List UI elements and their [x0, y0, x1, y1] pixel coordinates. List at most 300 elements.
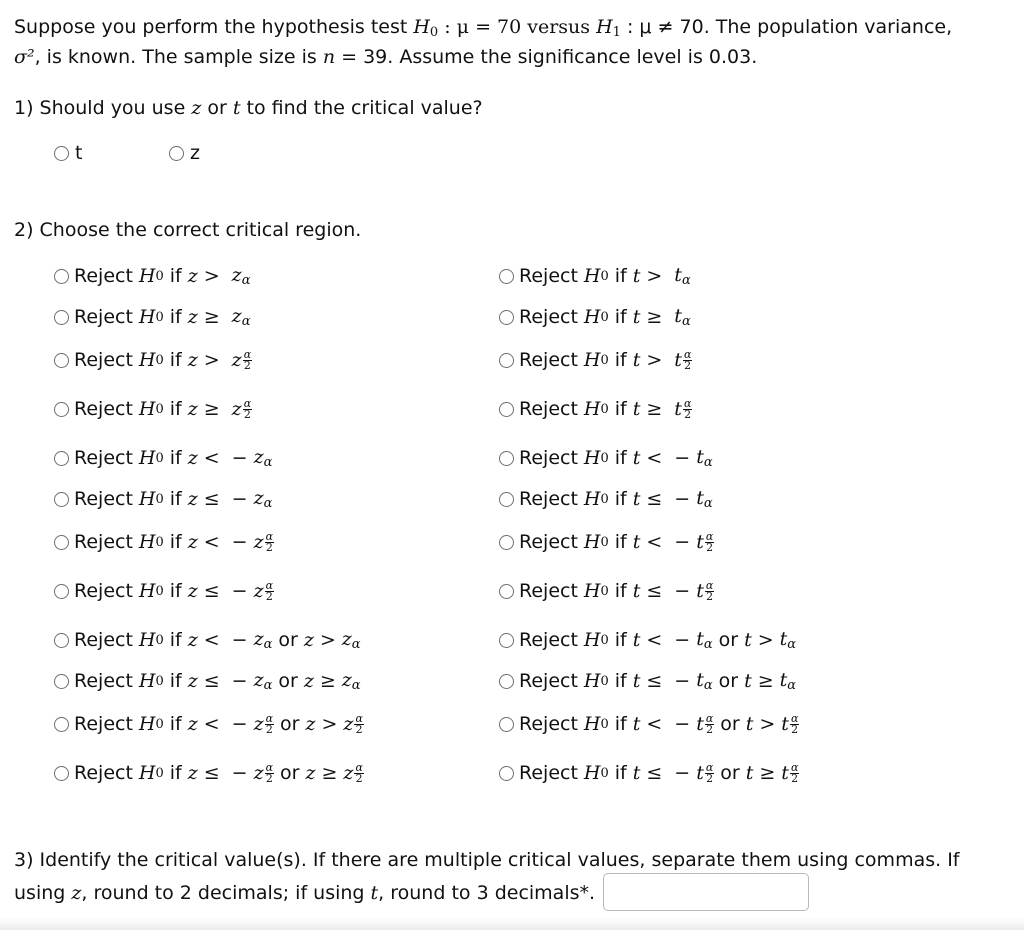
- critical-region-option-z-10[interactable]: [54, 664, 361, 698]
- radio-button[interactable]: [499, 674, 514, 689]
- alpha-half-subscript: [683, 350, 692, 371]
- reject-word: Reject: [519, 713, 578, 735]
- q1-text-b: or: [201, 97, 233, 119]
- alpha-subscript: α: [787, 637, 797, 652]
- frac-denominator: 2: [265, 590, 273, 603]
- or-word: or: [720, 762, 740, 784]
- option-text: [74, 305, 250, 329]
- reject-word: Reject: [519, 762, 578, 784]
- alpha-subscript: α: [681, 314, 691, 329]
- frac-denominator: 2: [265, 541, 273, 554]
- radio-button[interactable]: [499, 633, 514, 648]
- reject-word: Reject: [74, 398, 133, 420]
- h-subscript: 0: [600, 673, 609, 689]
- frac-numerator: α: [790, 712, 799, 725]
- minus-sign: −: [231, 713, 248, 735]
- test-variable: z: [187, 713, 198, 735]
- h-symbol: H: [583, 447, 601, 469]
- reject-word: Reject: [74, 580, 133, 602]
- critical-symbol: [696, 713, 714, 735]
- frac-denominator: 2: [684, 359, 692, 372]
- radio-button[interactable]: [54, 674, 69, 689]
- q1-text-a: 1) Should you use: [14, 97, 192, 119]
- frac-denominator: 2: [243, 359, 251, 372]
- critical-symbol: [254, 580, 274, 602]
- critical-region-option-z-3[interactable]: [54, 343, 252, 377]
- comparison-operator: ≤: [646, 670, 663, 692]
- frac-denominator: 2: [684, 408, 692, 421]
- critical-symbol: [232, 264, 251, 288]
- frac-denominator: 2: [265, 723, 273, 736]
- frac-denominator: 2: [791, 772, 799, 785]
- q1-t-symbol: t: [232, 97, 241, 119]
- critical-region-option-z-4[interactable]: [54, 392, 252, 426]
- critical-symbol: [674, 398, 692, 420]
- critical-region-option-z-11[interactable]: [54, 707, 364, 741]
- test-variable: t: [632, 629, 641, 651]
- variable-symbol: z: [341, 669, 352, 691]
- frac-numerator: α: [265, 761, 274, 774]
- reject-word: Reject: [74, 713, 133, 735]
- option-text: [519, 446, 713, 470]
- frac-numerator: α: [265, 712, 274, 725]
- radio-button[interactable]: [54, 353, 69, 368]
- test-variable: t: [632, 762, 641, 784]
- h-symbol: H: [138, 306, 156, 328]
- variable-symbol: t: [674, 349, 682, 371]
- if-word: if: [614, 398, 627, 420]
- if-word: if: [614, 670, 627, 692]
- frac-numerator: α: [790, 761, 799, 774]
- if-word: if: [614, 349, 627, 371]
- or-word: or: [718, 670, 739, 692]
- variable-symbol: z: [253, 669, 264, 691]
- h-subscript: 0: [155, 491, 164, 507]
- q1-option-z[interactable]: [169, 138, 200, 168]
- comparison-operator: >: [759, 713, 776, 735]
- variable-symbol: t: [696, 669, 704, 691]
- frac-numerator: α: [243, 348, 252, 361]
- radio-button[interactable]: [54, 269, 69, 284]
- alpha-subscript: α: [241, 314, 251, 329]
- alpha-half-subscript: [705, 714, 714, 735]
- critical-symbol: [254, 762, 274, 784]
- alpha-subscript: α: [703, 637, 713, 652]
- page-bottom-edge: [0, 918, 1024, 930]
- intro-text: Suppose you perform the hypothesis test: [14, 16, 414, 38]
- reject-word: Reject: [74, 670, 133, 692]
- frac-numerator: α: [683, 348, 692, 361]
- option-text: [74, 762, 364, 784]
- option-text: [519, 305, 691, 329]
- reject-word: Reject: [74, 629, 133, 651]
- option-text: [74, 669, 361, 693]
- or-word: or: [280, 713, 300, 735]
- variable-symbol: t: [674, 305, 682, 327]
- minus-sign: −: [674, 762, 691, 784]
- critical-symbol: [254, 487, 273, 511]
- question-3-prompt-line-2: [14, 878, 595, 908]
- h-subscript: 0: [155, 450, 164, 466]
- critical-symbol: [674, 305, 690, 329]
- h-subscript: 0: [600, 632, 609, 648]
- critical-symbol: [343, 762, 363, 784]
- reject-word: Reject: [74, 531, 133, 553]
- frac-denominator: 2: [706, 723, 714, 736]
- critical-symbol: [696, 628, 712, 652]
- h-subscript: 0: [155, 401, 164, 417]
- critical-region-option-z-2[interactable]: [54, 300, 250, 334]
- if-word: if: [614, 580, 627, 602]
- critical-symbol: [696, 446, 712, 470]
- radio-button[interactable]: [499, 535, 514, 550]
- h-symbol: H: [138, 713, 156, 735]
- alpha-subscript: α: [681, 273, 691, 288]
- minus-sign: −: [231, 670, 248, 692]
- comparison-operator: ≤: [646, 580, 663, 602]
- h-symbol: H: [583, 349, 601, 371]
- test-variable: t: [745, 713, 754, 735]
- intro-line-2: [14, 42, 757, 72]
- alpha-subscript: α: [351, 678, 361, 693]
- test-variable: t: [632, 713, 641, 735]
- frac-numerator: α: [705, 530, 714, 543]
- h1-subscript: 1: [612, 25, 621, 40]
- h-subscript: 0: [155, 716, 164, 732]
- comparison-operator: >: [203, 265, 220, 287]
- h-subscript: 0: [155, 765, 164, 781]
- alpha-subscript: α: [263, 678, 273, 693]
- alpha-half-subscript: [265, 532, 274, 553]
- critical-region-option-z-12[interactable]: [54, 756, 364, 790]
- critical-symbol: [254, 446, 273, 470]
- radio-button[interactable]: [499, 269, 514, 284]
- alpha-half-subscript: [790, 763, 799, 784]
- frac-denominator: 2: [791, 723, 799, 736]
- critical-symbol: [232, 305, 251, 329]
- alpha-half-subscript: [265, 763, 274, 784]
- radio-button[interactable]: [54, 146, 69, 161]
- radio-button[interactable]: [169, 146, 184, 161]
- radio-button[interactable]: [499, 766, 514, 781]
- critical-symbol: [342, 628, 361, 652]
- critical-region-option-t-7[interactable]: [499, 525, 714, 559]
- intro-text-3: = 39. Assume the significance level is 0.03.: [335, 46, 758, 68]
- option-text: [74, 487, 272, 511]
- critical-symbol: [254, 628, 273, 652]
- frac-numerator: α: [705, 712, 714, 725]
- alpha-half-subscript: [243, 350, 252, 371]
- frac-numerator: α: [265, 579, 274, 592]
- if-word: if: [169, 670, 182, 692]
- critical-region-option-z-6[interactable]: [54, 482, 272, 516]
- variable-symbol: z: [253, 531, 264, 553]
- comparison-operator: ≥: [203, 398, 220, 420]
- variable-symbol: z: [231, 264, 242, 286]
- q1-text-c: to find the critical value?: [240, 97, 483, 119]
- minus-sign: −: [674, 531, 691, 553]
- h-symbol: H: [138, 488, 156, 510]
- alpha-half-subscript: [265, 581, 274, 602]
- if-word: if: [169, 398, 182, 420]
- test-variable: t: [632, 398, 641, 420]
- variable-symbol: z: [253, 487, 264, 509]
- or-word: or: [278, 670, 298, 692]
- comparison-operator: ≤: [203, 762, 220, 784]
- variable-symbol: z: [231, 349, 242, 371]
- comparison-operator: >: [646, 349, 663, 371]
- h1-symbol: H: [596, 16, 613, 38]
- test-variable: z: [305, 713, 316, 735]
- critical-region-option-z-8[interactable]: [54, 574, 274, 608]
- h-subscript: 0: [600, 309, 609, 325]
- test-variable: z: [187, 670, 198, 692]
- option-text: [519, 669, 796, 693]
- reject-word: Reject: [74, 488, 133, 510]
- if-word: if: [614, 531, 627, 553]
- test-variable: z: [303, 629, 314, 651]
- alpha-subscript: α: [263, 637, 273, 652]
- radio-button[interactable]: [54, 535, 69, 550]
- q3-t-symbol: t: [370, 882, 379, 904]
- option-text: [74, 349, 252, 371]
- or-word: or: [720, 713, 740, 735]
- critical-symbol: [254, 713, 274, 735]
- variable-symbol: t: [696, 446, 704, 468]
- critical-region-option-t-3[interactable]: [499, 343, 692, 377]
- intro-alt-value: : μ ≠ 70. The population variance,: [620, 16, 953, 38]
- or-word: or: [280, 762, 300, 784]
- option-text: [74, 580, 274, 602]
- frac-numerator: α: [683, 397, 692, 410]
- comparison-operator: <: [646, 713, 663, 735]
- variable-symbol: z: [231, 398, 242, 420]
- alpha-half-subscript: [265, 714, 274, 735]
- comparison-operator: ≤: [203, 488, 220, 510]
- test-variable: z: [187, 531, 198, 553]
- alpha-subscript: α: [703, 678, 713, 693]
- minus-sign: −: [674, 629, 691, 651]
- critical-value-input[interactable]: [603, 873, 809, 911]
- if-word: if: [614, 265, 627, 287]
- variable-symbol: t: [696, 762, 704, 784]
- radio-button[interactable]: [54, 402, 69, 417]
- radio-button[interactable]: [499, 402, 514, 417]
- reject-word: Reject: [519, 629, 578, 651]
- critical-region-option-t-4[interactable]: [499, 392, 692, 426]
- radio-button[interactable]: [54, 492, 69, 507]
- reject-word: Reject: [74, 306, 133, 328]
- reject-word: Reject: [519, 306, 578, 328]
- test-variable: z: [187, 447, 198, 469]
- critical-region-option-t-5[interactable]: [499, 441, 713, 475]
- radio-button[interactable]: [54, 584, 69, 599]
- critical-symbol: [780, 628, 796, 652]
- variable-symbol: z: [343, 762, 354, 784]
- if-word: if: [614, 306, 627, 328]
- alpha-subscript: α: [703, 496, 713, 511]
- test-variable: t: [744, 670, 752, 692]
- option-text: [519, 487, 713, 511]
- if-word: if: [169, 349, 182, 371]
- variable-symbol: z: [341, 628, 352, 650]
- alpha-subscript: α: [703, 455, 713, 470]
- h0-symbol: H: [413, 16, 430, 38]
- frac-numerator: α: [705, 761, 714, 774]
- radio-button[interactable]: [499, 492, 514, 507]
- critical-region-option-t-10[interactable]: [499, 664, 796, 698]
- frac-numerator: α: [265, 530, 274, 543]
- if-word: if: [614, 447, 627, 469]
- or-word: or: [278, 629, 298, 651]
- variable-symbol: t: [696, 628, 704, 650]
- critical-symbol: [232, 349, 252, 371]
- option-text: [74, 446, 272, 470]
- radio-button[interactable]: [499, 310, 514, 325]
- variable-symbol: z: [343, 713, 354, 735]
- critical-symbol: [696, 762, 714, 784]
- critical-symbol: [674, 349, 692, 371]
- variable-symbol: t: [696, 531, 704, 553]
- test-variable: t: [632, 670, 641, 692]
- variable-symbol: t: [696, 580, 704, 602]
- minus-sign: −: [231, 447, 248, 469]
- radio-button[interactable]: [499, 353, 514, 368]
- h-subscript: 0: [600, 401, 609, 417]
- test-variable: z: [187, 265, 198, 287]
- if-word: if: [614, 762, 627, 784]
- radio-button[interactable]: [54, 310, 69, 325]
- radio-button[interactable]: [499, 584, 514, 599]
- option-text: [519, 628, 796, 652]
- if-word: if: [169, 447, 182, 469]
- critical-symbol: [342, 669, 361, 693]
- h-symbol: H: [583, 398, 601, 420]
- alpha-half-subscript: [790, 714, 799, 735]
- test-variable: z: [187, 398, 198, 420]
- minus-sign: −: [231, 629, 248, 651]
- critical-symbol: [254, 669, 273, 693]
- h-subscript: 0: [155, 268, 164, 284]
- reject-word: Reject: [519, 447, 578, 469]
- radio-button[interactable]: [499, 717, 514, 732]
- comparison-operator: <: [203, 447, 220, 469]
- test-variable: z: [303, 670, 314, 692]
- reject-word: Reject: [74, 265, 133, 287]
- test-variable: z: [187, 580, 198, 602]
- frac-denominator: 2: [265, 772, 273, 785]
- radio-button[interactable]: [54, 717, 69, 732]
- critical-region-option-t-12[interactable]: [499, 756, 799, 790]
- h-subscript: 0: [600, 450, 609, 466]
- critical-region-option-z-5[interactable]: [54, 441, 272, 475]
- h-subscript: 0: [155, 309, 164, 325]
- h-symbol: H: [583, 629, 601, 651]
- h-symbol: H: [138, 398, 156, 420]
- critical-region-option-t-11[interactable]: [499, 707, 799, 741]
- option-text: [519, 762, 799, 784]
- h-subscript: 0: [600, 583, 609, 599]
- option-text: [519, 264, 691, 288]
- test-variable: z: [187, 762, 198, 784]
- critical-region-option-t-6[interactable]: [499, 482, 713, 516]
- variable-symbol: z: [253, 762, 264, 784]
- reject-word: Reject: [519, 265, 578, 287]
- radio-button[interactable]: [54, 451, 69, 466]
- critical-symbol: [696, 669, 712, 693]
- critical-symbol: [232, 398, 252, 420]
- comparison-operator: >: [319, 629, 336, 651]
- critical-region-option-z-1[interactable]: [54, 259, 250, 293]
- comparison-operator: ≥: [759, 762, 776, 784]
- test-variable: t: [744, 629, 752, 651]
- comparison-operator: ≤: [203, 580, 220, 602]
- comparison-operator: >: [321, 713, 338, 735]
- test-variable: z: [187, 488, 198, 510]
- variable-symbol: t: [779, 628, 788, 650]
- radio-button[interactable]: [54, 633, 69, 648]
- critical-region-option-t-1[interactable]: [499, 259, 691, 293]
- frac-denominator: 2: [243, 408, 251, 421]
- critical-region-option-t-2[interactable]: [499, 300, 691, 334]
- radio-button[interactable]: [499, 451, 514, 466]
- critical-region-option-z-7[interactable]: [54, 525, 274, 559]
- frac-denominator: 2: [706, 541, 714, 554]
- variable-symbol: t: [696, 487, 704, 509]
- critical-region-option-t-9[interactable]: [499, 623, 796, 657]
- comparison-operator: ≤: [203, 670, 220, 692]
- alpha-half-subscript: [705, 532, 714, 553]
- test-variable: t: [745, 762, 754, 784]
- h-symbol: H: [138, 265, 156, 287]
- alpha-half-subscript: [683, 399, 692, 420]
- if-word: if: [614, 488, 627, 510]
- test-variable: z: [305, 762, 316, 784]
- h-subscript: 0: [600, 491, 609, 507]
- reject-word: Reject: [519, 349, 578, 371]
- variable-symbol: z: [253, 446, 264, 468]
- comparison-operator: >: [757, 629, 774, 651]
- question-2-prompt: 2) Choose the correct critical region.: [14, 219, 362, 241]
- test-variable: z: [187, 306, 198, 328]
- h-symbol: H: [138, 670, 156, 692]
- variable-symbol: z: [253, 628, 264, 650]
- h-symbol: H: [138, 762, 156, 784]
- or-word: or: [718, 629, 739, 651]
- option-text: [74, 531, 274, 553]
- variable-symbol: z: [231, 305, 242, 327]
- alpha-half-subscript: [354, 763, 363, 784]
- critical-symbol: [781, 762, 799, 784]
- q3-text-c: , round to 3 decimals*.: [378, 882, 596, 904]
- radio-button[interactable]: [54, 766, 69, 781]
- comparison-operator: ≥: [319, 670, 336, 692]
- frac-numerator: α: [243, 397, 252, 410]
- critical-region-option-z-9[interactable]: [54, 623, 361, 657]
- test-variable: t: [632, 306, 641, 328]
- h-subscript: 0: [600, 268, 609, 284]
- critical-symbol: [696, 487, 712, 511]
- option-label: z: [190, 142, 200, 164]
- comparison-operator: <: [203, 713, 220, 735]
- q1-option-t[interactable]: [54, 138, 82, 168]
- variable-symbol: t: [696, 713, 704, 735]
- q3-text-a: using: [14, 882, 72, 904]
- h-symbol: H: [583, 306, 601, 328]
- critical-region-option-t-8[interactable]: [499, 574, 714, 608]
- minus-sign: −: [231, 488, 248, 510]
- reject-word: Reject: [519, 488, 578, 510]
